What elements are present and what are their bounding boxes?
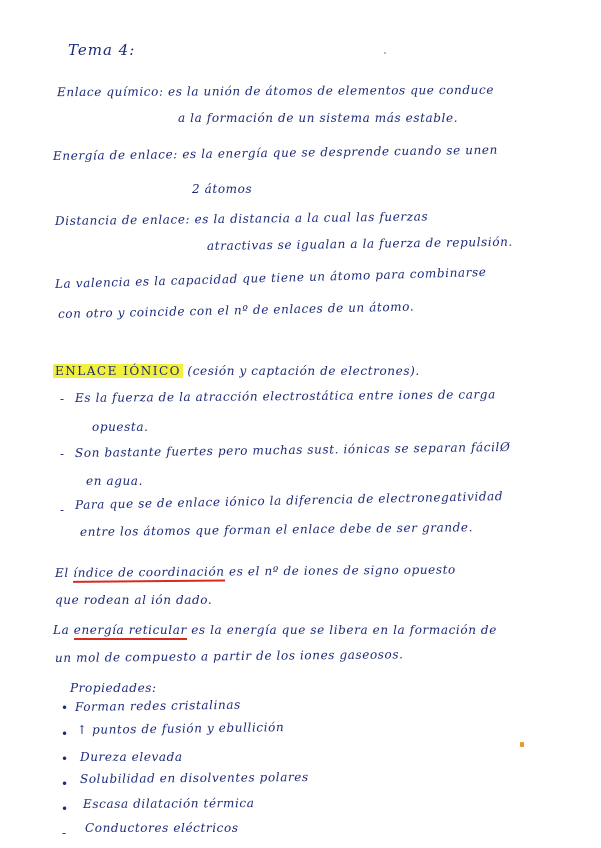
reticular-term: energía reticular xyxy=(74,623,187,640)
ionic-bullet-2-line1: Son bastante fuertes pero muchas sust. iónicas se separan fácilØ xyxy=(74,439,511,460)
property-item: Conductores eléctricos xyxy=(85,821,239,835)
def-distancia-enlace-line2: atractivas se igualan a la fuerza de repulsión. xyxy=(206,234,513,253)
ionic-heading-row xyxy=(53,363,420,379)
property-marker: • xyxy=(61,777,69,791)
coordinacion-pre: El xyxy=(54,565,69,580)
properties-heading: Propiedades: xyxy=(70,681,157,695)
coordinacion-post: es el nº de iones de signo opuesto xyxy=(228,562,456,579)
property-marker: • xyxy=(61,802,69,816)
reticular-post: es la energía que se libera en la formación de xyxy=(191,623,497,637)
ionic-bullet-3-line2: entre los átomos que forman el enlace debe de ser grande. xyxy=(79,520,474,539)
def-energia-enlace-line2: 2 átomos xyxy=(192,182,253,196)
def-distancia-enlace-line1: Distancia de enlace: es la distancia a la cual las fuerzas xyxy=(54,209,429,228)
ionic-heading: ENLACE IÓNICO xyxy=(55,364,181,378)
def-energia-enlace-line1: Energía de enlace: es la energía que se desprende cuando se unen xyxy=(52,142,499,163)
coordinacion-line2: que rodean al ión dado. xyxy=(55,593,213,607)
orange-ink-dot xyxy=(520,742,524,747)
bullet-marker: - xyxy=(60,447,65,461)
property-item: Escasa dilatación térmica xyxy=(82,796,255,811)
ionic-bullet-1-line1: Es la fuerza de la atracción electrostática entre iones de carga xyxy=(74,387,496,405)
bullet-marker: - xyxy=(60,392,65,406)
property-marker: • xyxy=(61,752,69,766)
property-item: Dureza elevada xyxy=(80,750,183,764)
coordinacion-line1 xyxy=(55,562,456,581)
reticular-pre: La xyxy=(53,623,70,637)
property-item: ↑ puntos de fusión y ebullición xyxy=(76,720,285,737)
ionic-heading-note: (cesión y captación de electrones). xyxy=(187,364,420,378)
property-item: Forman redes cristalinas xyxy=(74,697,241,714)
property-marker: - xyxy=(62,826,67,840)
def-enlace-quimico-line2: a la formación de un sistema más estable. xyxy=(178,111,459,125)
reticular-line1 xyxy=(53,622,497,638)
property-marker: • xyxy=(61,727,69,741)
reticular-line2: un mol de compuesto a partir de los iones gaseosos. xyxy=(54,647,404,665)
ionic-bullet-2-line2: en agua. xyxy=(86,474,143,488)
ionic-bullet-3-line1: Para que se de enlace iónico la diferencia de electronegatividad xyxy=(74,489,504,512)
ink-speck xyxy=(384,52,386,54)
bullet-marker: - xyxy=(60,503,65,517)
coordinacion-term: índice de coordinación xyxy=(73,565,224,583)
property-marker: • xyxy=(61,701,69,715)
ionic-bullet-1-line2: opuesta. xyxy=(92,420,149,434)
def-valencia-line2: con otro y coincide con el nº de enlaces de un átomo. xyxy=(57,299,415,321)
def-valencia-line1: La valencia es la capacidad que tiene un átomo para combinarse xyxy=(54,264,487,291)
page-title: Tema 4: xyxy=(68,41,136,59)
def-enlace-quimico-line1: Enlace químico: es la unión de átomos de elementos que conduce xyxy=(56,82,495,100)
property-item: Solubilidad en disolventes polares xyxy=(79,770,309,786)
